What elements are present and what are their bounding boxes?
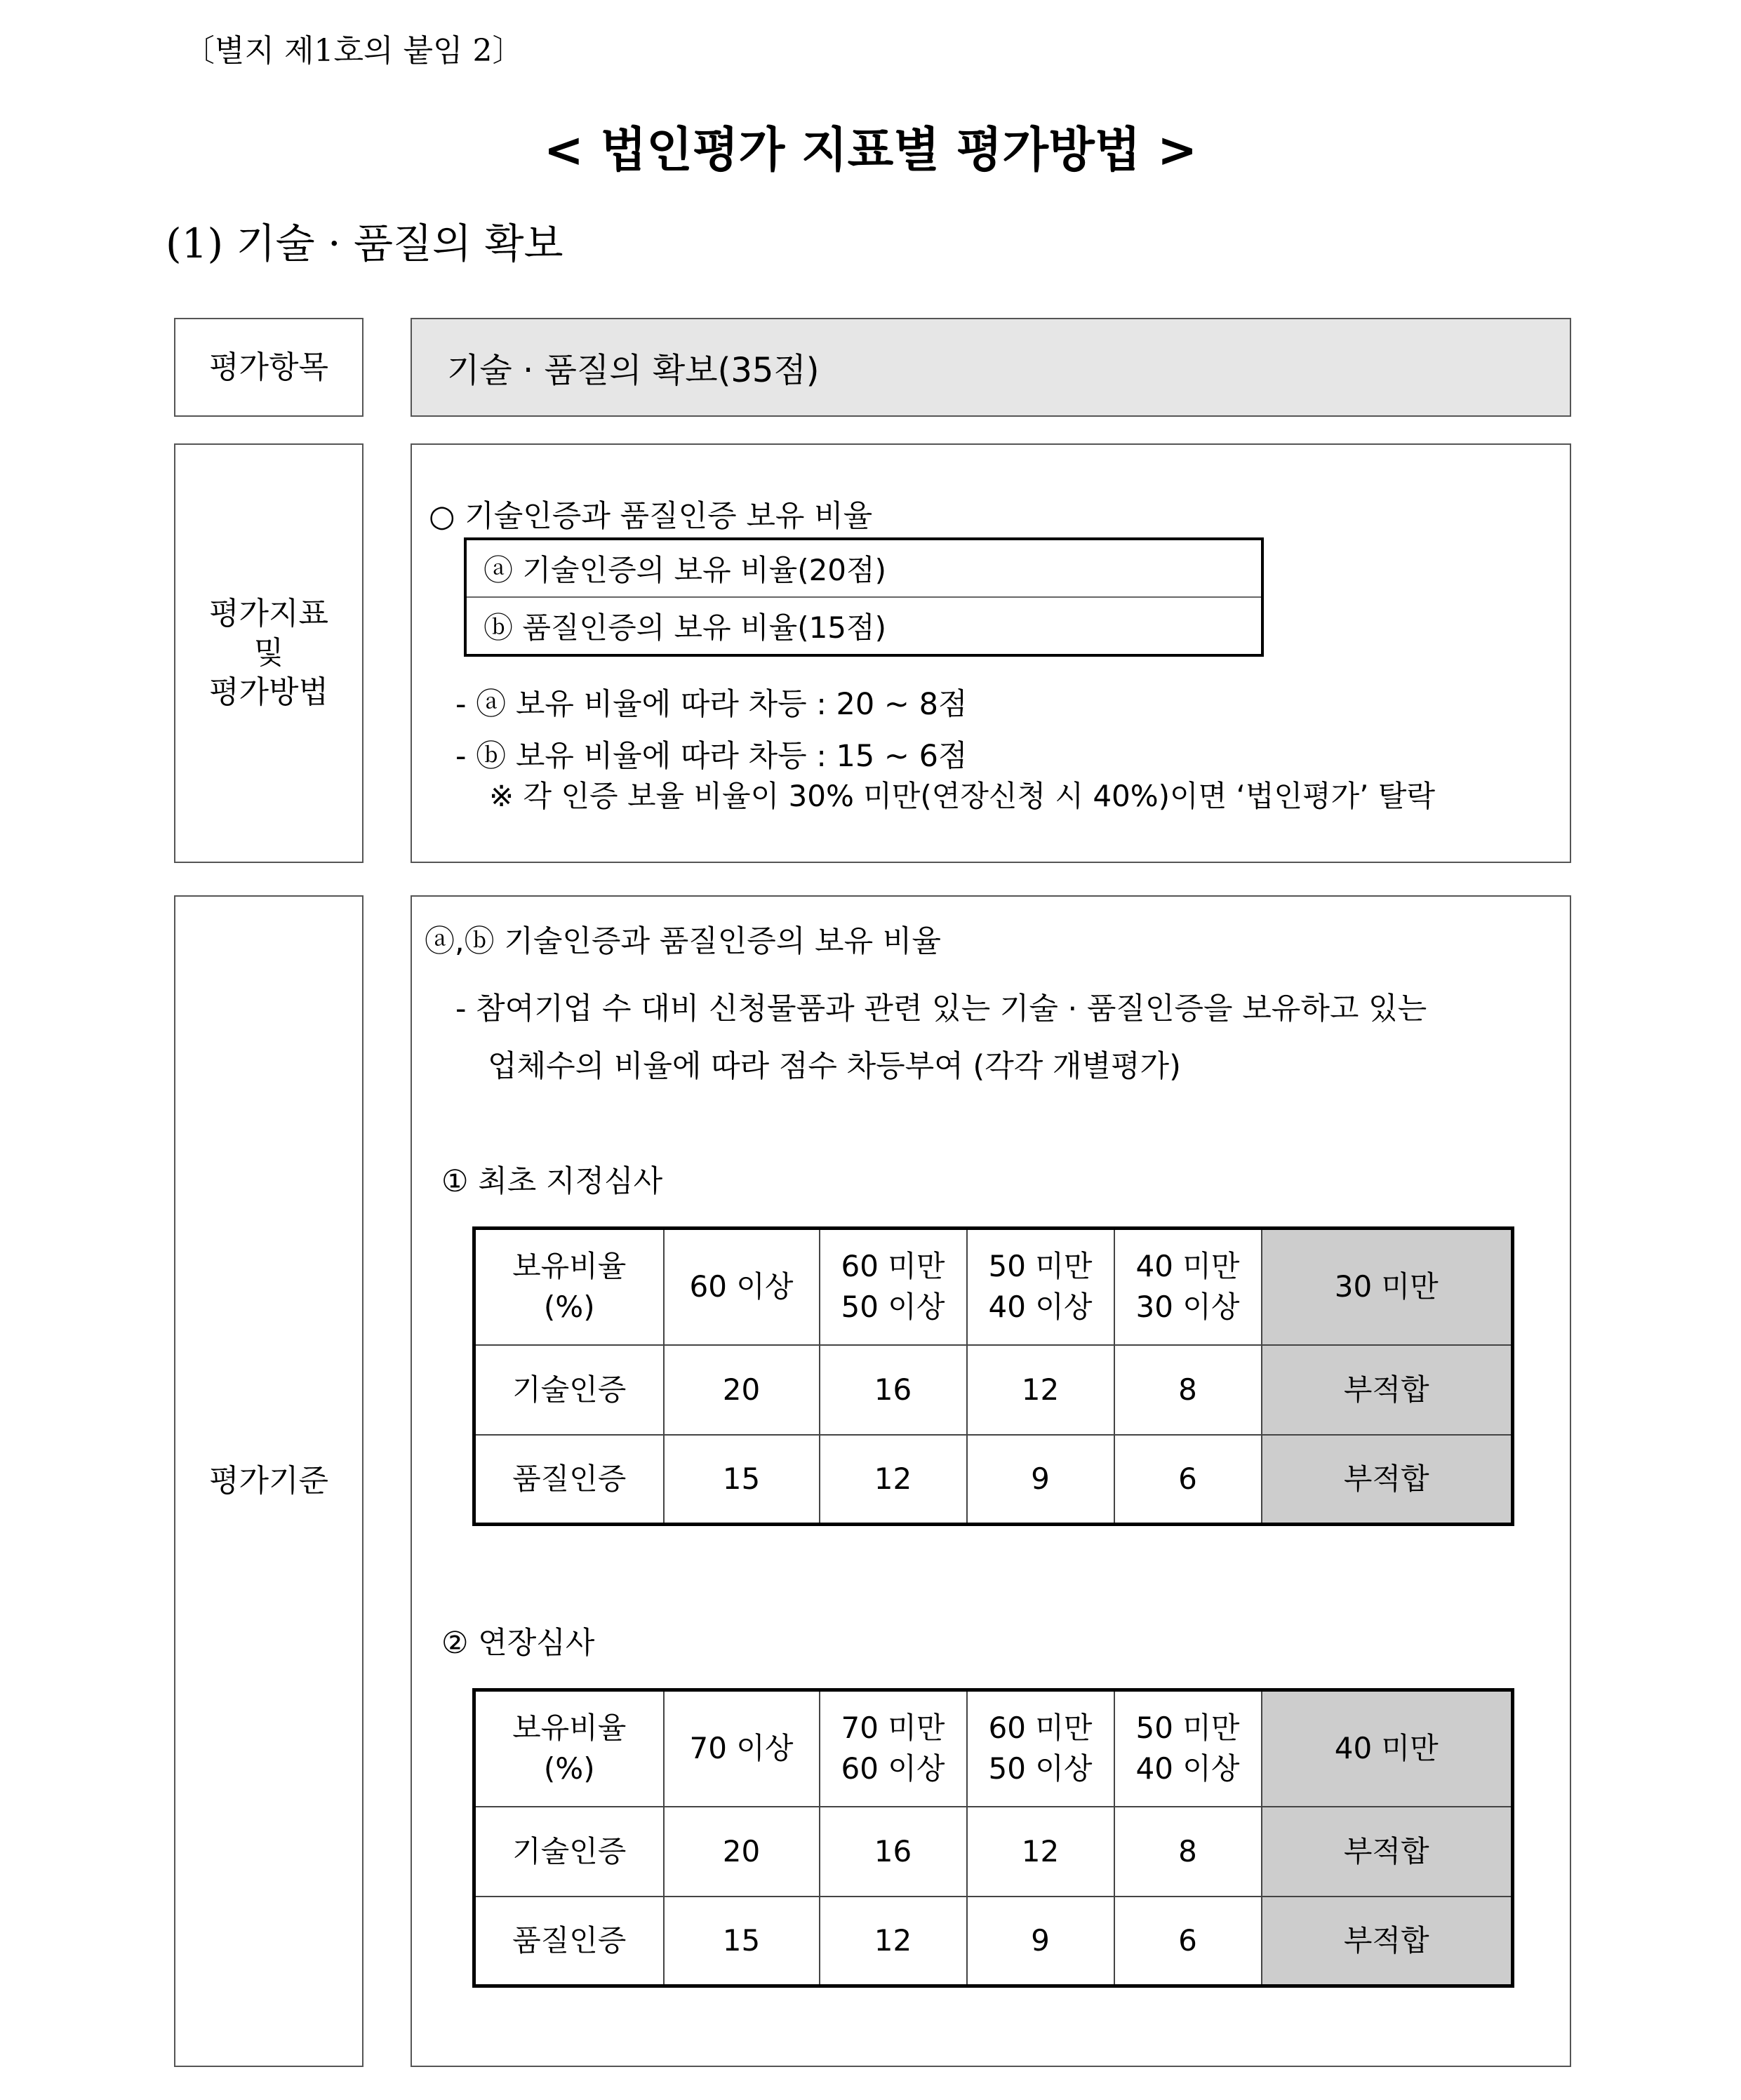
score-cell: 12 [967, 1807, 1114, 1897]
indicator-label-line: 평가방법 [208, 674, 328, 710]
header-cell-fail: 40 미만 [1262, 1690, 1513, 1807]
score-cell: 6 [1114, 1897, 1262, 1986]
indicator-bullet: - ⓐ 보유 비율에 따라 차등 : 20 ~ 8점 [455, 687, 968, 722]
criteria-description: - 참여기업 수 대비 신청물품과 관련 있는 기술 · 품질인증을 보유하고 있는 [455, 991, 1427, 1026]
indicator-label-cell [174, 443, 363, 863]
criteria-intro: ⓐ,ⓑ 기술인증과 품질인증의 보유 비율 [425, 924, 941, 959]
item-label: 평가항목 [208, 349, 328, 385]
indicator-note: ※ 각 인증 보율 비율이 30% 미만(연장신청 시 40%)이면 ‘법인평가’ 탈락 [489, 779, 1436, 813]
fail-cell: 부적합 [1262, 1897, 1513, 1986]
indicator-label-line: 및 [253, 635, 284, 671]
row-label: 기술인증 [474, 1807, 664, 1897]
fail-cell: 부적합 [1262, 1345, 1513, 1435]
score-cell: 6 [1114, 1435, 1262, 1525]
table-heading-renewal: ② 연장심사 [441, 1626, 595, 1661]
subitem-row [465, 539, 1262, 597]
score-cell: 15 [664, 1897, 820, 1986]
table-heading-initial: ① 최초 지정심사 [441, 1164, 663, 1199]
subitem-row [465, 597, 1262, 655]
subitem-quality: ⓑ 품질인증의 보유 비율(15점) [465, 597, 1262, 655]
header-cell: 보유비율 (%) [474, 1690, 664, 1807]
score-cell: 9 [967, 1897, 1114, 1986]
criteria-table-renewal [472, 1688, 1514, 1988]
criteria-label-cell [174, 895, 363, 2067]
section-heading: (1) 기술 · 품질의 확보 [166, 220, 563, 267]
criteria-table-initial [472, 1226, 1514, 1526]
header-cell: 70 이상 [664, 1690, 820, 1807]
row-label: 품질인증 [474, 1897, 664, 1986]
fail-cell: 부적합 [1262, 1435, 1513, 1525]
score-cell: 9 [967, 1435, 1114, 1525]
score-cell: 8 [1114, 1345, 1262, 1435]
header-cell: 70 미만 60 이상 [820, 1690, 967, 1807]
header-cell: 60 미만 50 이상 [967, 1690, 1114, 1807]
item-label-cell [174, 318, 363, 417]
score-cell: 15 [664, 1435, 820, 1525]
table-row [474, 1807, 1513, 1897]
score-cell: 20 [664, 1807, 820, 1897]
criteria-label: 평가기준 [208, 1463, 328, 1499]
header-cell: 보유비율 (%) [474, 1229, 664, 1345]
annex-label: 〔별지 제1호의 붙임 2〕 [184, 33, 523, 69]
header-cell: 60 이상 [664, 1229, 820, 1345]
header-cell: 40 미만 30 이상 [1114, 1229, 1262, 1345]
score-cell: 12 [967, 1345, 1114, 1435]
row-label: 품질인증 [474, 1435, 664, 1525]
header-row [474, 1229, 1513, 1345]
indicator-label-line: 평가지표 [208, 596, 328, 631]
indicator-subitems-table [464, 537, 1264, 657]
header-cell: 60 미만 50 이상 [820, 1229, 967, 1345]
item-value: 기술 · 품질의 확보(35점) [447, 351, 820, 390]
fail-cell: 부적합 [1262, 1807, 1513, 1897]
indicator-bullet: - ⓑ 보유 비율에 따라 차등 : 15 ~ 6점 [455, 739, 968, 774]
header-cell-fail: 30 미만 [1262, 1229, 1513, 1345]
score-cell: 16 [820, 1345, 967, 1435]
header-cell: 50 미만 40 이상 [967, 1229, 1114, 1345]
indicator-intro: ○ 기술인증과 품질인증 보유 비율 [429, 499, 873, 534]
row-label: 기술인증 [474, 1345, 664, 1435]
criteria-content-cell [411, 895, 1571, 2067]
item-value-cell [411, 318, 1571, 417]
score-cell: 12 [820, 1897, 967, 1986]
score-cell: 16 [820, 1807, 967, 1897]
document-title: < 법인평가 지표별 평가방법 > [543, 123, 1198, 178]
score-cell: 12 [820, 1435, 967, 1525]
indicator-content-cell [411, 443, 1571, 863]
header-cell: 50 미만 40 이상 [1114, 1690, 1262, 1807]
table-row [474, 1435, 1513, 1525]
score-cell: 20 [664, 1345, 820, 1435]
subitem-tech: ⓐ 기술인증의 보유 비율(20점) [483, 553, 886, 587]
table-row [474, 1345, 1513, 1435]
table-row [474, 1897, 1513, 1986]
criteria-description: 업체수의 비율에 따라 점수 차등부여 (각각 개별평가) [488, 1049, 1181, 1084]
score-cell: 8 [1114, 1807, 1262, 1897]
header-row [474, 1690, 1513, 1807]
